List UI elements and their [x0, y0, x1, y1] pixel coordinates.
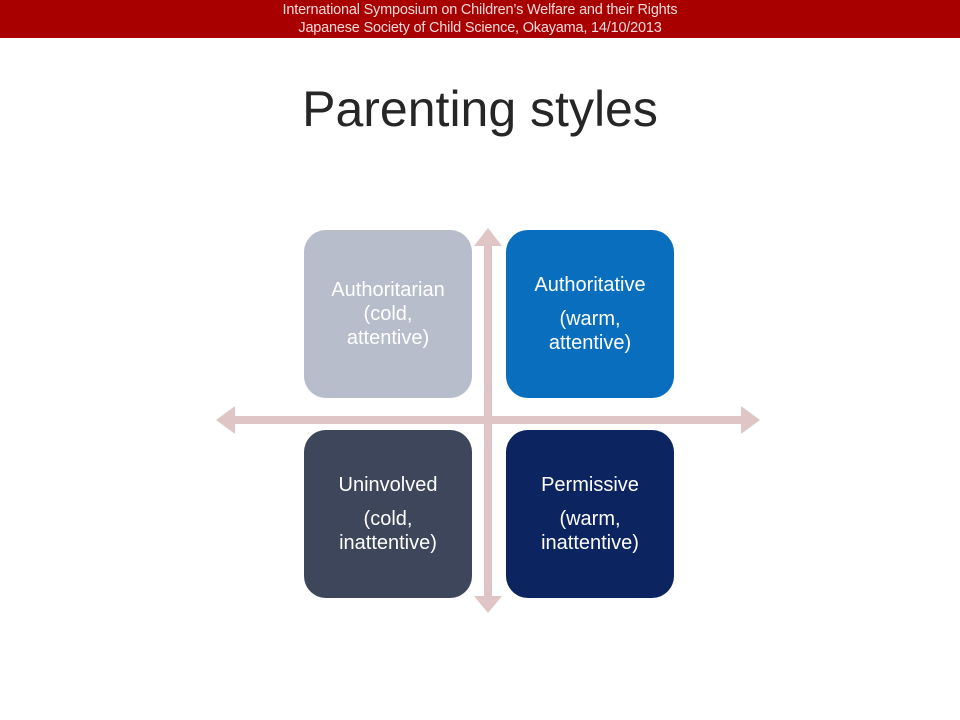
arrow-down-icon — [474, 596, 502, 613]
quadrant-permissive-desc: (warm, inattentive) — [541, 508, 639, 554]
quadrant-uninvolved-desc: (cold, inattentive) — [339, 508, 437, 554]
quadrant-authoritative-name: Authoritative — [534, 274, 646, 296]
quadrant-authoritarian-desc: (cold, attentive) — [346, 303, 430, 349]
banner-line-1: International Symposium on Children’s Welfare and their Rights — [282, 2, 678, 18]
quadrant-permissive-name: Permissive — [541, 474, 639, 496]
quadrant-permissive — [506, 430, 674, 598]
arrow-up-icon — [474, 228, 502, 246]
quadrant-uninvolved-name: Uninvolved — [338, 474, 438, 496]
horizontal-axis — [232, 416, 744, 424]
quadrant-authoritarian-name: Authoritarian — [331, 279, 445, 301]
slide-title: Parenting styles — [302, 81, 658, 137]
quadrant-authoritative — [506, 230, 674, 398]
banner-line-2: Japanese Society of Child Science, Okayama, 14/10/2013 — [298, 20, 662, 36]
arrow-right-icon — [741, 406, 760, 434]
quadrant-uninvolved — [304, 430, 472, 598]
quadrant-authoritative-desc: (warm, attentive) — [548, 308, 632, 354]
arrow-left-icon — [216, 406, 235, 434]
quadrant-authoritarian — [304, 230, 472, 398]
